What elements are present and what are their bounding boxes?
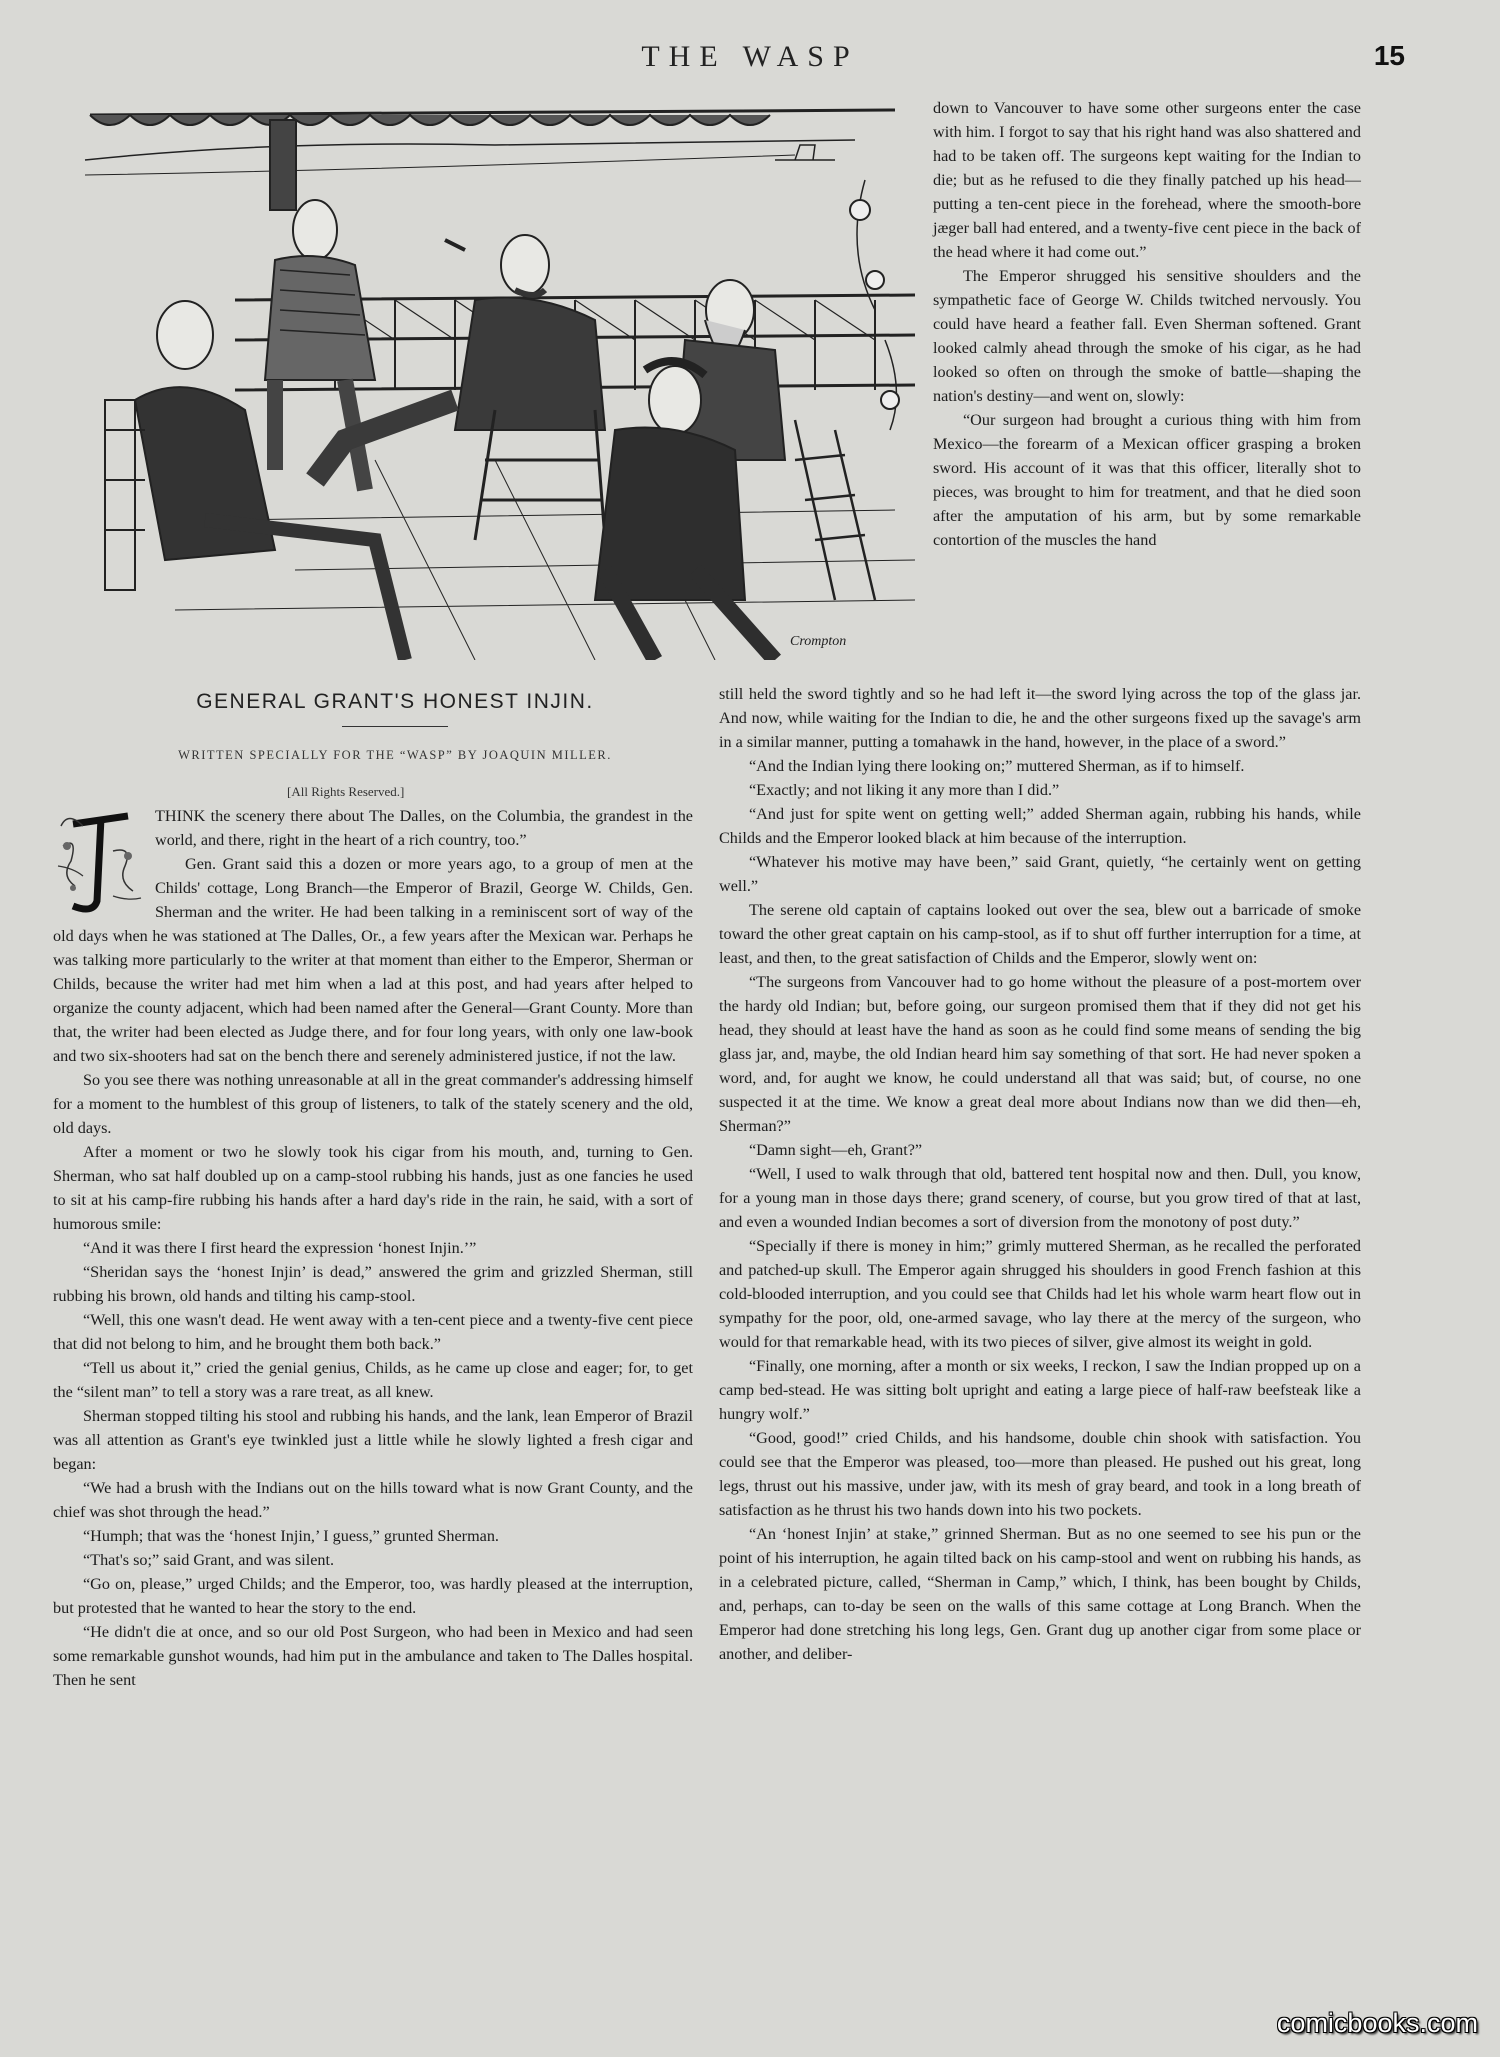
paragraph: “An ‘honest Injin’ at stake,” grinned Sherman. But as no one seemed to see his pun or the point of his interruption, he again tilted back on his camp-stool and went on rubbing his hands, as in a celebrated picture, called, “Sherman in Camp,” which, I think, has been bought by Childs, and, perhaps, can to-day be seen on the walls of this same cottage at Long Branch. When the Emperor had done stretching his long legs, Gen. Grant dug up another cigar from some place or another, and deliber- <box>719 1525 1361 1663</box>
paragraph: “And it was there I first heard the expression ‘honest Injin.’” <box>83 1239 477 1257</box>
paragraph: Sherman stopped tilting his stool and rubbing his hands, and the lank, lean Emperor of Brazil was all attention as Grant's eye twinkled just a little while he slowly lighted a fresh cigar and began: <box>53 1407 693 1473</box>
paragraph: “Damn sight—eh, Grant?” <box>749 1141 923 1159</box>
column-left <box>53 804 693 1692</box>
paragraph: “And the Indian lying there looking on;” muttered Sherman, as if to himself. <box>749 757 1245 775</box>
paragraph: “That's so;” said Grant, and was silent. <box>83 1551 335 1569</box>
paragraph: THINK the scenery there about The Dalles, on the Columbia, the grandest in the world, and there, right in the heart of a rich country, too.” <box>155 807 693 849</box>
paragraph: “He didn't die at once, and so our old Post Surgeon, who had been in Mexico and had seen some remarkable gunshot wounds, had him put in the ambulance and taken to The Dalles hospital. Then he sent <box>53 1623 693 1689</box>
paragraph: “Humph; that was the ‘honest Injin,’ I guess,” grunted Sherman. <box>83 1527 499 1545</box>
paragraph: “Good, good!” cried Childs, and his handsome, double chin shook with satisfaction. You could see that the Emperor was pleased, too—more than pleased. He pushed out his great, long legs, thrust out his massive, under jaw, with its mesh of gray beard, and took in a long breath of satisfaction as he thrust his two hands down into his two pockets. <box>719 1429 1361 1519</box>
paragraph: “Well, I used to walk through that old, battered tent hospital now and then. Dull, you know, for a young man in those days there; grand scenery, of course, but you grow tired of that at last, and even a wounded Indian becomes a sort of diversion from the monotony of post duty.” <box>719 1165 1361 1231</box>
paragraph: “Well, this one wasn't dead. He went away with a ten-cent piece and a twenty-five cent piece that did not belong to him, and he brought them both back.” <box>53 1311 693 1353</box>
column-right-top <box>933 96 1361 552</box>
paragraph: “Tell us about it,” cried the genial genius, Childs, as he came up close and eager; for, to get the “silent man” to tell a story was a rare treat, as all knew. <box>53 1359 693 1401</box>
headline-rule <box>342 726 448 727</box>
rights-notice: [All Rights Reserved.] <box>287 784 405 799</box>
paragraph: still held the sword tightly and so he had left it—the sword lying across the top of the glass jar. And now, while waiting for the Indian to die, he and the other surgeons fixed up the savage's arm in a similar manner, putting a tomahawk in the hand, however, in the place of a sword.” <box>719 685 1361 751</box>
paragraph: So you see there was nothing unreasonable at all in the great commander's addressing himself for a moment to the humblest of this group of listeners, to talk of the stately scenery and the old, old days. <box>53 1071 693 1137</box>
paragraph: down to Vancouver to have some other surgeons enter the case with him. I forgot to say that his right hand was also shattered and had to be taken off. The surgeons kept waiting for the Indian to die; but as he refused to die they finally patched up his head—putting a ten-cent piece in the forehead, where the smooth-bore jæger ball had entered, and a twenty-five cent piece in the back of the head where it had come out.” <box>933 99 1361 261</box>
paragraph: The serene old captain of captains looked out over the sea, blew out a barricade of smoke toward the other great captain on his camp-stool, as if to shut off further interruption for a time, at least, and then, to the great satisfaction of Childs and the Emperor, slowly went on: <box>719 901 1361 967</box>
paragraph: “We had a brush with the Indians out on the hills toward what is now Grant County, and the chief was shot through the head.” <box>53 1479 693 1521</box>
paragraph: “Exactly; and not liking it any more than I did.” <box>749 781 1060 799</box>
page-number: 15 <box>1373 40 1405 71</box>
paragraph: “Finally, one morning, after a month or six weeks, I reckon, I saw the Indian propped up on a camp bed-stead. He was sitting bolt upright and eating a large piece of half-raw beefsteak like a hungry wolf.” <box>719 1357 1361 1423</box>
paragraph: “Whatever his motive may have been,” said Grant, quietly, “he certainly went on getting well.” <box>719 853 1361 895</box>
paragraph: “Specially if there is money in him;” grimly muttered Sherman, as he recalled the perforated and patched-up skull. The Emperor again shrugged his shoulders in good French fashion at this cold-blooded interruption, and you could see that Childs had let his whole warm heart flow out in sympathy for the poor, old, one-armed savage, who lay there at the mercy of the surgeon, who would for that remarkable head, with its two pieces of silver, give almost its weight in gold. <box>719 1237 1361 1351</box>
paragraph: The Emperor shrugged his sensitive shoulders and the sympathetic face of George W. Childs twitched nervously. You could have heard a feather fall. Even Sherman softened. Grant looked calmly ahead through the smoke of his cigar, as he had looked so often on through the smoke of battle—shaping the nation's destiny—and went on, slowly: <box>933 267 1361 405</box>
paragraph: “Go on, please,” urged Childs; and the Emperor, too, was hardly pleased at the interruption, but protested that he wanted to hear the story to the end. <box>53 1575 693 1617</box>
illustration-signature: Crompton <box>790 634 847 649</box>
article-headline: GENERAL GRANT'S HONEST INJIN. <box>196 690 594 713</box>
article-byline: WRITTEN SPECIALLY FOR THE “WASP” BY JOAQUIN MILLER. <box>178 748 612 762</box>
paragraph: “Sheridan says the ‘honest Injin’ is dead,” answered the grim and grizzled Sherman, still rubbing his brown, old hands and tilting his camp-stool. <box>53 1263 693 1305</box>
men-on-veranda-illustration <box>75 100 915 660</box>
paragraph: Gen. Grant said this a dozen or more years ago, to a group of men at the Childs' cottage, Long Branch—the Emperor of Brazil, George W. Childs, Gen. Sherman and the writer. He had been talking in a reminiscent sort of way of the old days when he was stationed at The Dalles, Or., a few years after the Mexican war. Perhaps he was talking more particularly to the writer at that moment than either to the Emperor, Sherman or Childs, because the writer had met him when a lad at this post, and had years after helped to organize the county adjacent, which had been named after the General—Grant County. More than that, the writer had been elected as Judge there, and for four long years, with only one law-book and two six-shooters had sat on the bench there and serenely administered justice, if not the law. <box>53 855 693 1065</box>
paragraph: “The surgeons from Vancouver had to go home without the pleasure of a post-mortem over the hardy old Indian; but, before going, our surgeon promised them that if they did not get his head, they should at least have the hand as soon as he could find some means of sending the big glass jar, and, maybe, the old Indian heard him say something of that sort. He had never spoken a word, and, for aught we know, he could understand all that was said; but, of course, no one suspected it at the time. We know a great deal more about Indians now than we did then—eh, Sherman?” <box>719 973 1361 1135</box>
paragraph: “Our surgeon had brought a curious thing with him from Mexico—the forearm of a Mexican officer grasping a broken sword. His account of it was that this officer, literally shot to pieces, was brought to him for treatment, and that he died soon after the amputation of his arm, but by some remarkable contortion of the muscles the hand <box>933 411 1361 549</box>
paragraph: “And just for spite went on getting well;” added Sherman again, rubbing his hands, while Childs and the Emperor looked black at him because of the interruption. <box>719 805 1361 847</box>
masthead: THE WASP <box>641 40 859 73</box>
paragraph: After a moment or two he slowly took his cigar from his mouth, and, turning to Gen. Sherman, who sat half doubled up on a camp-stool rubbing his hands, just as one fancies he used to sit at his camp-fire rubbing his hands after a hard day's ride in the rain, he said, with a sort of humorous smile: <box>53 1143 693 1233</box>
column-right-bottom <box>719 682 1361 1666</box>
ornate-i-dropcap-icon <box>53 806 145 918</box>
watermark: comicbooks.com <box>1276 2008 1478 2038</box>
